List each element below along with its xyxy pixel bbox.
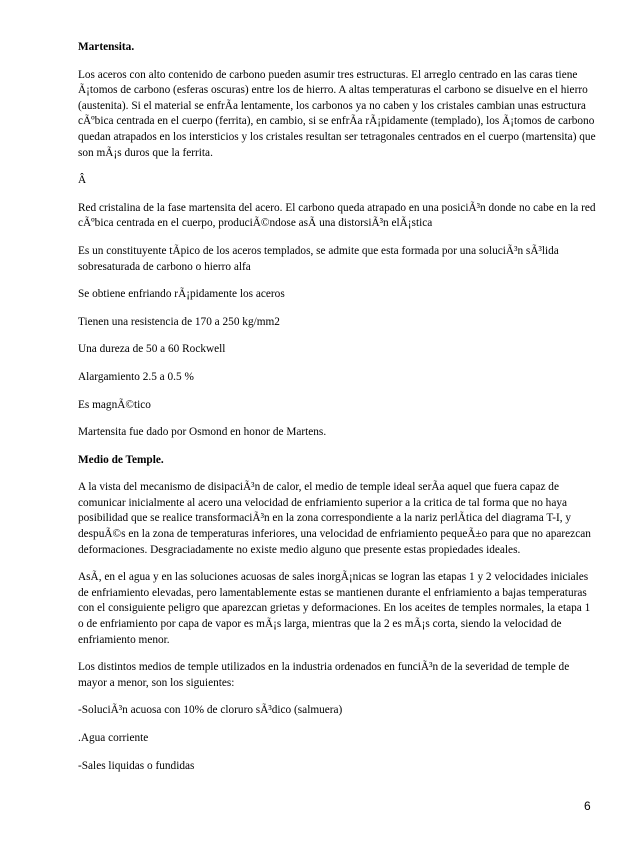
- paragraph-structures: Los aceros con alto contenido de carbono pueden asumir tres estructuras. El arreglo centrado en las caras tiene Ã¡tomos de carbono (esferas oscuras) entre los de hierro. A altas temperaturas el carbono se disuelve en el hierro (austenita). Si el material se enfrÃa lentamente, los carbonos ya no caben y los cristales cambian unas estructura cÃºbica centrada en el cuerpo (ferrita), en cambio, si se enfrÃa rÃ¡pidamente (templado), los Ã¡tomos de carbono quedan atrapados en los intersticios y los cristales resultan ser tetragonales centrados en el cuerpo (martensita) que son mÃ¡s duros que la ferrita.: [78, 68, 596, 159]
- list-item-molten-salts: -Sales liquidas o fundidas: [78, 759, 195, 772]
- paragraph-osmond: Martensita fue dado por Osmond en honor de Martens.: [78, 426, 327, 439]
- paragraph-resistance: Tienen una resistencia de 170 a 250 kg/mm2: [78, 315, 280, 328]
- heading-martensita: Martensita.: [78, 41, 135, 53]
- paragraph-elongation: Alargamiento 2.5 a 0.5 %: [78, 370, 194, 383]
- list-item-brine: -SoluciÃ³n acuosa con 10% de cloruro sÃ³dico (salmuera): [78, 704, 343, 717]
- paragraph-water-oils: AsÃ, en el agua y en las soluciones acuosas de sales inorgÃ¡nicas se logran las etapas 1 y 2 velocidades iniciales de enfriamiento elevadas, pero lamentablemente estas se mantienen durante el enfriamiento a bajas temperaturas con el consiguiente peligro que aparezcan grietas y deformaciones. En los aceites de temples normales, la etapa 1 o de enfriamiento por capa de vapor es mÃ¡s larga, mientras que la 2 es mÃ¡s corta, siendo la velocidad de enfriamiento menor.: [78, 571, 591, 646]
- page-number: 6: [584, 799, 591, 813]
- paragraph-placeholder: Â: [78, 174, 87, 187]
- document-page: [78, 40, 598, 786]
- paragraph-magnetic: Es magnÃ©tico: [78, 398, 151, 411]
- paragraph-obtained: Se obtiene enfriando rÃ¡pidamente los aceros: [78, 288, 285, 301]
- paragraph-heat-dissipation: A la vista del mecanismo de disipaciÃ³n de calor, el medio de temple ideal serÃa aquel que fuera capaz de comunicar inicialmente al acero una velocidad de enfriamiento superior a la critica de tal forma que no haya posibilidad que se realice transformaciÃ³n en la zona correspondiente a la nariz perlÃtica del diagrama T-I, y despuÃ©s en la zona de temperaturas inferiores, una velocidad de enfriamiento pequeÃ±o para que no aparezcan deformaciones. Desgraciadamente no existe medio alguno que presente estas propiedades ideales.: [78, 481, 591, 556]
- paragraph-media-list-intro: Los distintos medios de temple utilizados en la industria ordenados en funciÃ³n de la severidad de temple de mayor a menor, son los siguientes:: [78, 661, 570, 689]
- paragraph-constituent: Es un constituyente tÃpico de los aceros templados, se admite que esta formada por una soluciÃ³n sÃ³lida sobresaturada de carbono o hierro alfa: [78, 244, 559, 273]
- list-item-running-water: .Agua corriente: [78, 732, 149, 744]
- paragraph-crystal-lattice: Red cristalina de la fase martensita del acero. El carbono queda atrapado en una posiciÃ³n donde no cabe en la red cÃºbica centrada en el cuerpo, produciÃ©ndose asÃ una distorsiÃ³n elÃ¡stica: [78, 201, 596, 230]
- heading-medio-temple: Medio de Temple.: [78, 453, 164, 466]
- paragraph-hardness: Una dureza de 50 a 60 Rockwell: [78, 343, 226, 356]
